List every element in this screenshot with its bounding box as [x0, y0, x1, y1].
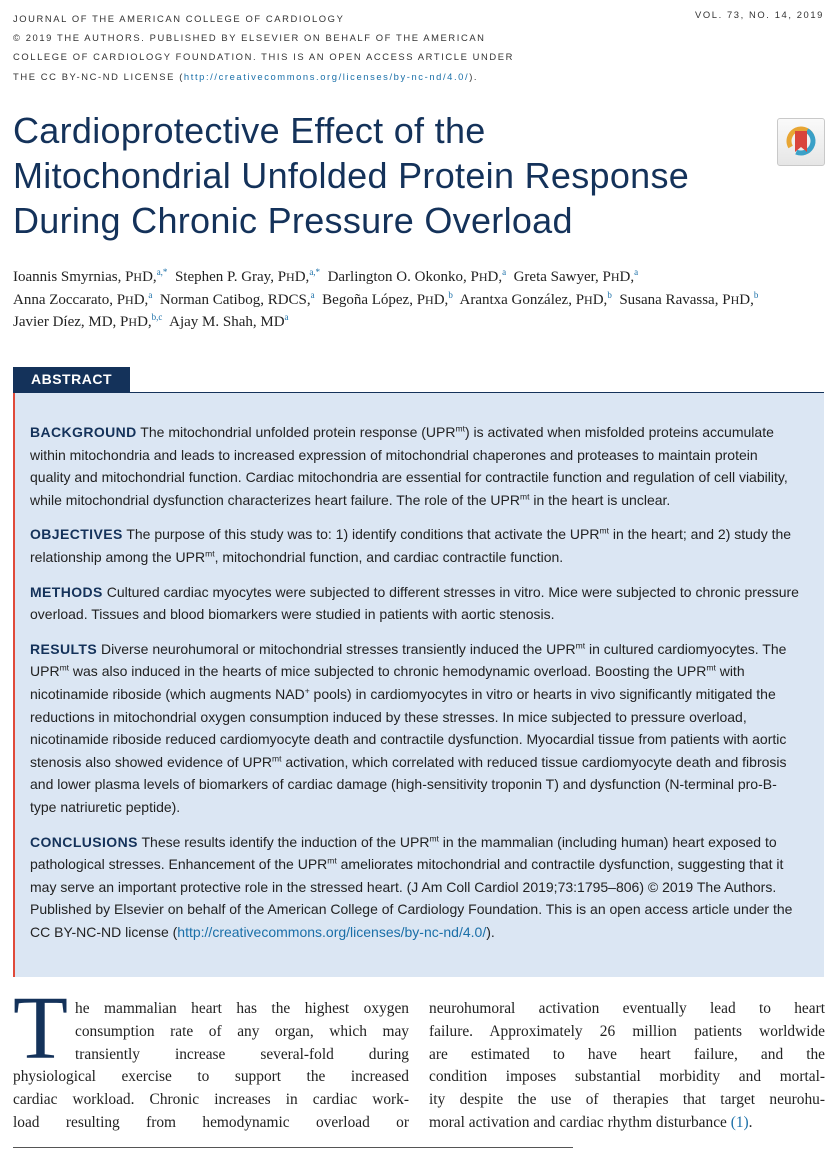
- copyright-line-2: COLLEGE OF CARDIOLOGY FOUNDATION. THIS IS AN OPEN ACCESS ARTICLE UNDER: [13, 51, 514, 63]
- article-title: [13, 108, 773, 243]
- author: Javier Díez, MD, PHD,$^{b,c}$: [13, 312, 163, 330]
- abstract-tab: ABSTRACT: [13, 367, 130, 392]
- author-list: [13, 266, 828, 334]
- author: Stephen P. Gray, PHD,$^{a,*}$: [174, 267, 321, 285]
- author: Arantxa González, PHD,$^b$: [459, 289, 612, 308]
- volume-info: VOL. 73, NO. 14, 2019: [695, 9, 824, 20]
- body-line: he mammalian heart has the highest oxygen: [75, 1000, 409, 1017]
- body-line: condition imposes substantial morbidity and mortal-: [429, 1068, 825, 1086]
- author: Ajay M. Shah, $MD^a$: [169, 312, 289, 330]
- body-line: physiological exercise to support the increased: [13, 1068, 409, 1086]
- journal-name: JOURNAL OF THE AMERICAN COLLEGE OF CARDIOLOGY: [13, 13, 345, 24]
- author-line-1: [13, 266, 828, 289]
- abstract-objectives: OBJECTIVES The purpose of this study was to: 1) identify conditions that activate the $UPR^{mt}$ in the heart; and 2) study the relationship among the $UPR^{mt}$, mitochondrial function, and cardiac contractile function.: [30, 525, 792, 565]
- abstract-license-link[interactable]: http://creativecommons.org/licenses/by-nc-nd/4.0/: [177, 923, 487, 940]
- license-line: THE CC BY-NC-ND LICENSE (http://creativecommons.org/licenses/by-nc-nd/4.0/).: [13, 70, 479, 82]
- author: Anna Zoccarato, PHD,$^a$: [13, 289, 153, 308]
- body-line: ity despite the use of therapies that target neurohu-: [429, 1091, 825, 1109]
- body-line: moral activation and cardiac rhythm disturbance (1).: [429, 1113, 753, 1131]
- author: Greta Sawyer, PHD,$^a$: [513, 267, 639, 285]
- body-line: transiently increase several-fold during: [75, 1045, 409, 1063]
- author-line-2: [13, 289, 828, 312]
- body-line: cardiac workload. Chronic increases in cardiac work-: [13, 1091, 409, 1109]
- abstract-methods: METHODS Cultured cardiac myocytes were subjected to different stresses in vitro. Mice were subjected to chronic pressure overload. Tissues and blood biomarkers were studied in patients with aortic stenosis.: [30, 583, 799, 623]
- footer-divider: [13, 1147, 573, 1148]
- body-column-right: [429, 998, 825, 1135]
- crossmark-update-icon: [778, 119, 824, 165]
- author: Darlington O. Okonko, PHD,$^a$: [327, 267, 507, 285]
- journal-header: [13, 9, 514, 86]
- abstract-background: BACKGROUND The mitochondrial unfolded protein response $(UPR^{mt})$ is activated when misfolded proteins accumulate within mitochondria and leads to increased expression of mitochondrial chaperones and proteases to maintain protein quality and mitochondrial function. Cardiac mitochondria are essential for contractile function and regulation of cell viability, while mitochondrial dysfunction characterizes heart failure. The role of the $UPR^{mt}$ in the heart is unclear.: [30, 423, 788, 508]
- author: Norman Catibog, RDCS,$^a$: [159, 289, 315, 308]
- author: Susana Ravassa, PHD,$^b$: [619, 289, 759, 308]
- abstract-body: [30, 421, 800, 955]
- body-line: load resulting from hemodynamic overload or: [13, 1113, 409, 1131]
- drop-cap: T: [13, 979, 68, 1078]
- body-line: consumption rate of any organ, which may: [75, 1022, 409, 1040]
- author: Ioannis Smyrnias, PHD,$^{a,*}$: [13, 267, 168, 285]
- abstract-conclusions: CONCLUSIONS These results identify the induction of the $UPR^{mt}$ in the mammalian (including human) heart exposed to pathological stresses. Enhancement of the $UPR^{mt}$ ameliorates mitochondrial and contractile dysfunction, suggesting that it may serve an important protective role in the stressed heart. (J Am Coll Cardiol 2019;73:1795–806) © 2019 The Authors. Published by Elsevier on behalf of the American College of Cardiology Foundation. This is an open access article under the CC BY-NC-ND license (http://creativecommons.org/licenses/by-nc-nd/4.0/).: [30, 832, 793, 940]
- title-line-3: During Chronic Pressure Overload: [13, 200, 573, 241]
- reference-link[interactable]: (1): [730, 1113, 749, 1131]
- body-line: failure. Approximately 26 million patients worldwide: [429, 1022, 825, 1040]
- body-line: are estimated to have heart failure, and the: [429, 1045, 825, 1063]
- body-line: neurohumoral activation eventually lead to heart: [429, 1000, 825, 1017]
- author-line-3: [13, 311, 828, 334]
- title-line-2: Mitochondrial Unfolded Protein Response: [13, 155, 690, 196]
- title-line-1: Cardioprotective Effect of the: [13, 110, 486, 151]
- crossmark-badge[interactable]: [777, 118, 825, 166]
- abstract-results: RESULTS Diverse neurohumoral or mitochondrial stresses transiently induced the $UPR^{mt}$ in cultured cardiomyocytes. The $UPR^{mt}$ was also induced in the hearts of mice subjected to chronic hemodynamic overload. Boosting the $UPR^{mt}$ with nicotinamide riboside (which augments NAD+ pools) in cardiomyocytes in vitro or hearts in vivo significantly mitigated the reductions in mitochondrial oxygen consumption induced by these stresses. In mice subjected to pressure overload, nicotinamide riboside reduced cardiomyocyte death and contractile dysfunction. Myocardial tissue from patients with aortic stenosis also showed evidence of $UPR^{mt}$ activation, which correlated with reduced tissue cardiomyocyte death and fibrosis and lower plasma levels of biomarkers of cardiac damage (high-sensitivity troponin T) and dysfunction (N-terminal pro-B-type natriuretic peptide).: [30, 640, 787, 815]
- author: Begoña López, PHD,$^b$: [322, 289, 453, 308]
- license-link[interactable]: http://creativecommons.org/licenses/by-nc-nd/4.0/: [183, 70, 470, 82]
- copyright-line-1: © 2019 THE AUTHORS. PUBLISHED BY ELSEVIER ON BEHALF OF THE AMERICAN: [13, 32, 486, 44]
- body-column-left: [13, 998, 409, 1135]
